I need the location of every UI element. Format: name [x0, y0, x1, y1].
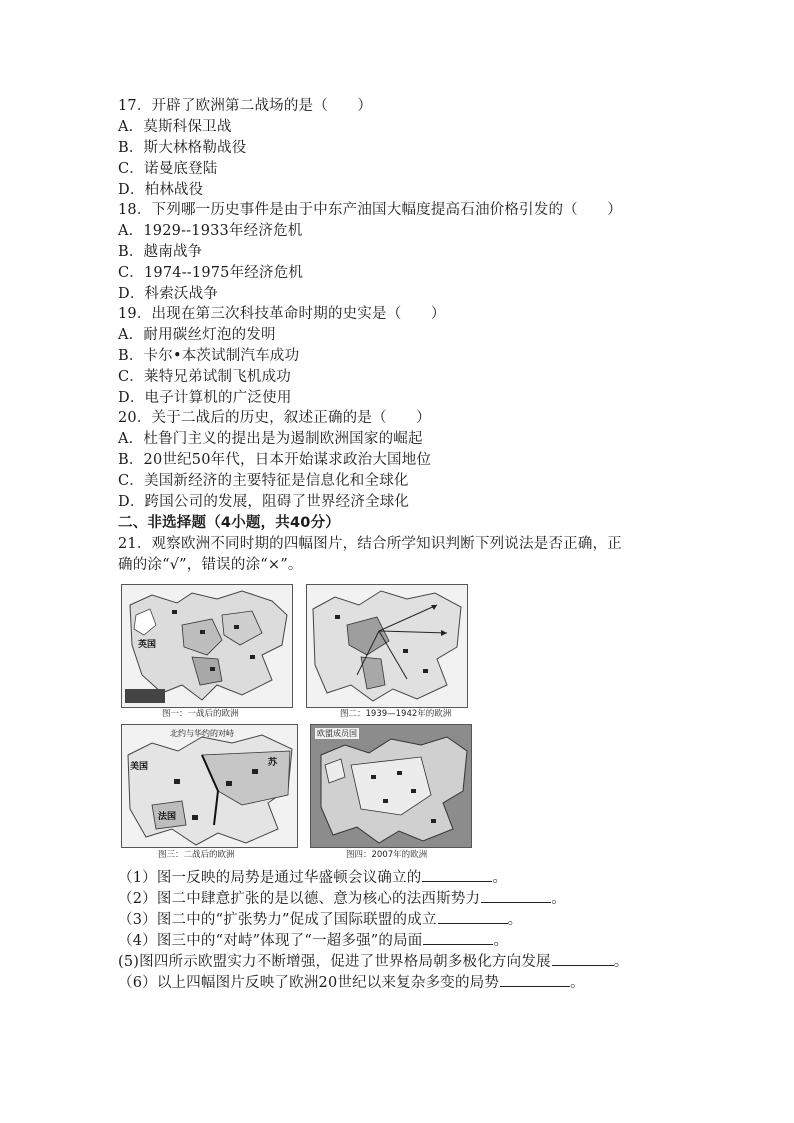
question-18-stem: 18．下列哪一历史事件是由于中东产油国大幅度提高石油价格引发的（ ）	[118, 202, 622, 218]
map-figure-3	[121, 724, 298, 848]
question-17-stem: 17．开辟了欧洲第二战场的是（ ）	[118, 98, 373, 114]
statement-1	[118, 867, 507, 888]
statement-3-text: （3）图二中的“扩张势力”促成了国际联盟的成立	[118, 912, 437, 928]
statement-4-period: 。	[493, 933, 509, 949]
statement-4	[118, 930, 508, 951]
map-figure-2-caption: 图二：1939—1942年的欧洲	[340, 709, 452, 719]
question-19-option-c: C．莱特兄弟试制飞机成功	[118, 369, 291, 385]
statement-2-blank[interactable]	[481, 888, 551, 903]
question-18-option-b: B．越南战争	[118, 244, 203, 260]
statement-3-period: 。	[507, 912, 523, 928]
section-2-heading: 二、非选择题（4小题，共40分）	[118, 515, 340, 531]
map-figure-4-drawing	[311, 725, 471, 847]
question-19-option-d: D．电子计算机的广泛使用	[118, 390, 292, 406]
statement-2	[118, 888, 566, 909]
map-figure-1-caption: 图一：一战后的欧洲	[162, 709, 239, 719]
map-figure-4-title: 欧盟成员国	[317, 729, 357, 738]
map-figure-4-caption: 图四：2007年的欧洲	[346, 850, 428, 860]
statement-3	[118, 909, 522, 930]
question-18-option-a: A．1929--1933年经济危机	[118, 223, 303, 239]
question-17-option-d: D．柏林战役	[118, 182, 204, 198]
map-figure-3-label-su: 苏	[268, 758, 278, 768]
question-18-option-c: C．1974--1975年经济危机	[118, 265, 304, 281]
question-19-stem: 19．出现在第三次科技革命时期的史实是（ ）	[118, 306, 446, 322]
map-figure-2	[306, 584, 468, 708]
statement-1-blank[interactable]	[422, 867, 492, 882]
question-20-option-c: C．美国新经济的主要特征是信息化和全球化	[118, 473, 409, 489]
map-figure-3-drawing	[122, 725, 297, 847]
statement-3-blank[interactable]	[438, 909, 508, 924]
map-figure-2-drawing	[307, 585, 467, 707]
statement-5	[118, 951, 628, 972]
map-figure-3-label-usa: 美国	[130, 762, 149, 772]
statement-2-period: 。	[551, 891, 566, 907]
question-19-option-a: A．耐用碳丝灯泡的发明	[118, 327, 276, 343]
question-17-option-a: A．莫斯科保卫战	[118, 119, 232, 135]
map-figure-3-title: 北约与华约的对峙	[170, 729, 234, 738]
question-21-stem-line-1: 21．观察欧洲不同时期的四幅图片，结合所学知识判断下列说法是否正确，正	[118, 536, 622, 552]
statement-6-text: （6）以上四幅图片反映了欧洲20世纪以来复杂多变的局势	[118, 975, 500, 991]
statement-1-period: 。	[492, 870, 508, 886]
map-figure-3-label-france: 法国	[158, 812, 177, 822]
question-17-option-c: C．诺曼底登陆	[118, 161, 218, 177]
statement-4-blank[interactable]	[423, 930, 493, 945]
map-figure-4	[310, 724, 472, 848]
map-figure-1	[121, 584, 293, 708]
statement-6	[118, 972, 585, 993]
statement-6-blank[interactable]	[500, 972, 570, 987]
statement-6-period: 。	[570, 975, 585, 991]
question-20-option-d: D．跨国公司的发展，阻碍了世界经济全球化	[118, 494, 410, 510]
question-20-stem: 20．关于二战后的历史，叙述正确的是（ ）	[118, 410, 431, 426]
question-20-option-a: A．杜鲁门主义的提出是为遏制欧洲国家的崛起	[118, 431, 423, 447]
map-figure-1-label-uk: 英国	[138, 640, 157, 650]
statement-5-period: 。	[613, 954, 629, 970]
statement-5-blank[interactable]	[552, 951, 614, 966]
question-17-option-b: B．斯大林格勒战役	[118, 140, 247, 156]
statement-5-text: (5)图四所示欧盟实力不断增强，促进了世界格局朝多极化方向发展	[118, 954, 551, 970]
question-18-option-d: D．科索沃战争	[118, 286, 219, 302]
statement-1-text: （1）图一反映的局势是通过华盛顿会议确立的	[118, 870, 422, 886]
statement-4-text: （4）图三中的“对峙”体现了“一超多强”的局面	[118, 933, 423, 949]
statement-2-text: （2）图二中肆意扩张的是以德、意为核心的法西斯势力	[118, 891, 481, 907]
question-21-stem-line-2: 确的涂“√”，错误的涂“×”。	[118, 557, 303, 573]
question-19-option-b: B．卡尔•本茨试制汽车成功	[118, 348, 300, 364]
map-figure-3-caption: 图三：二战后的欧洲	[158, 850, 235, 860]
question-20-option-b: B．20世纪50年代，日本开始谋求政治大国地位	[118, 452, 432, 468]
